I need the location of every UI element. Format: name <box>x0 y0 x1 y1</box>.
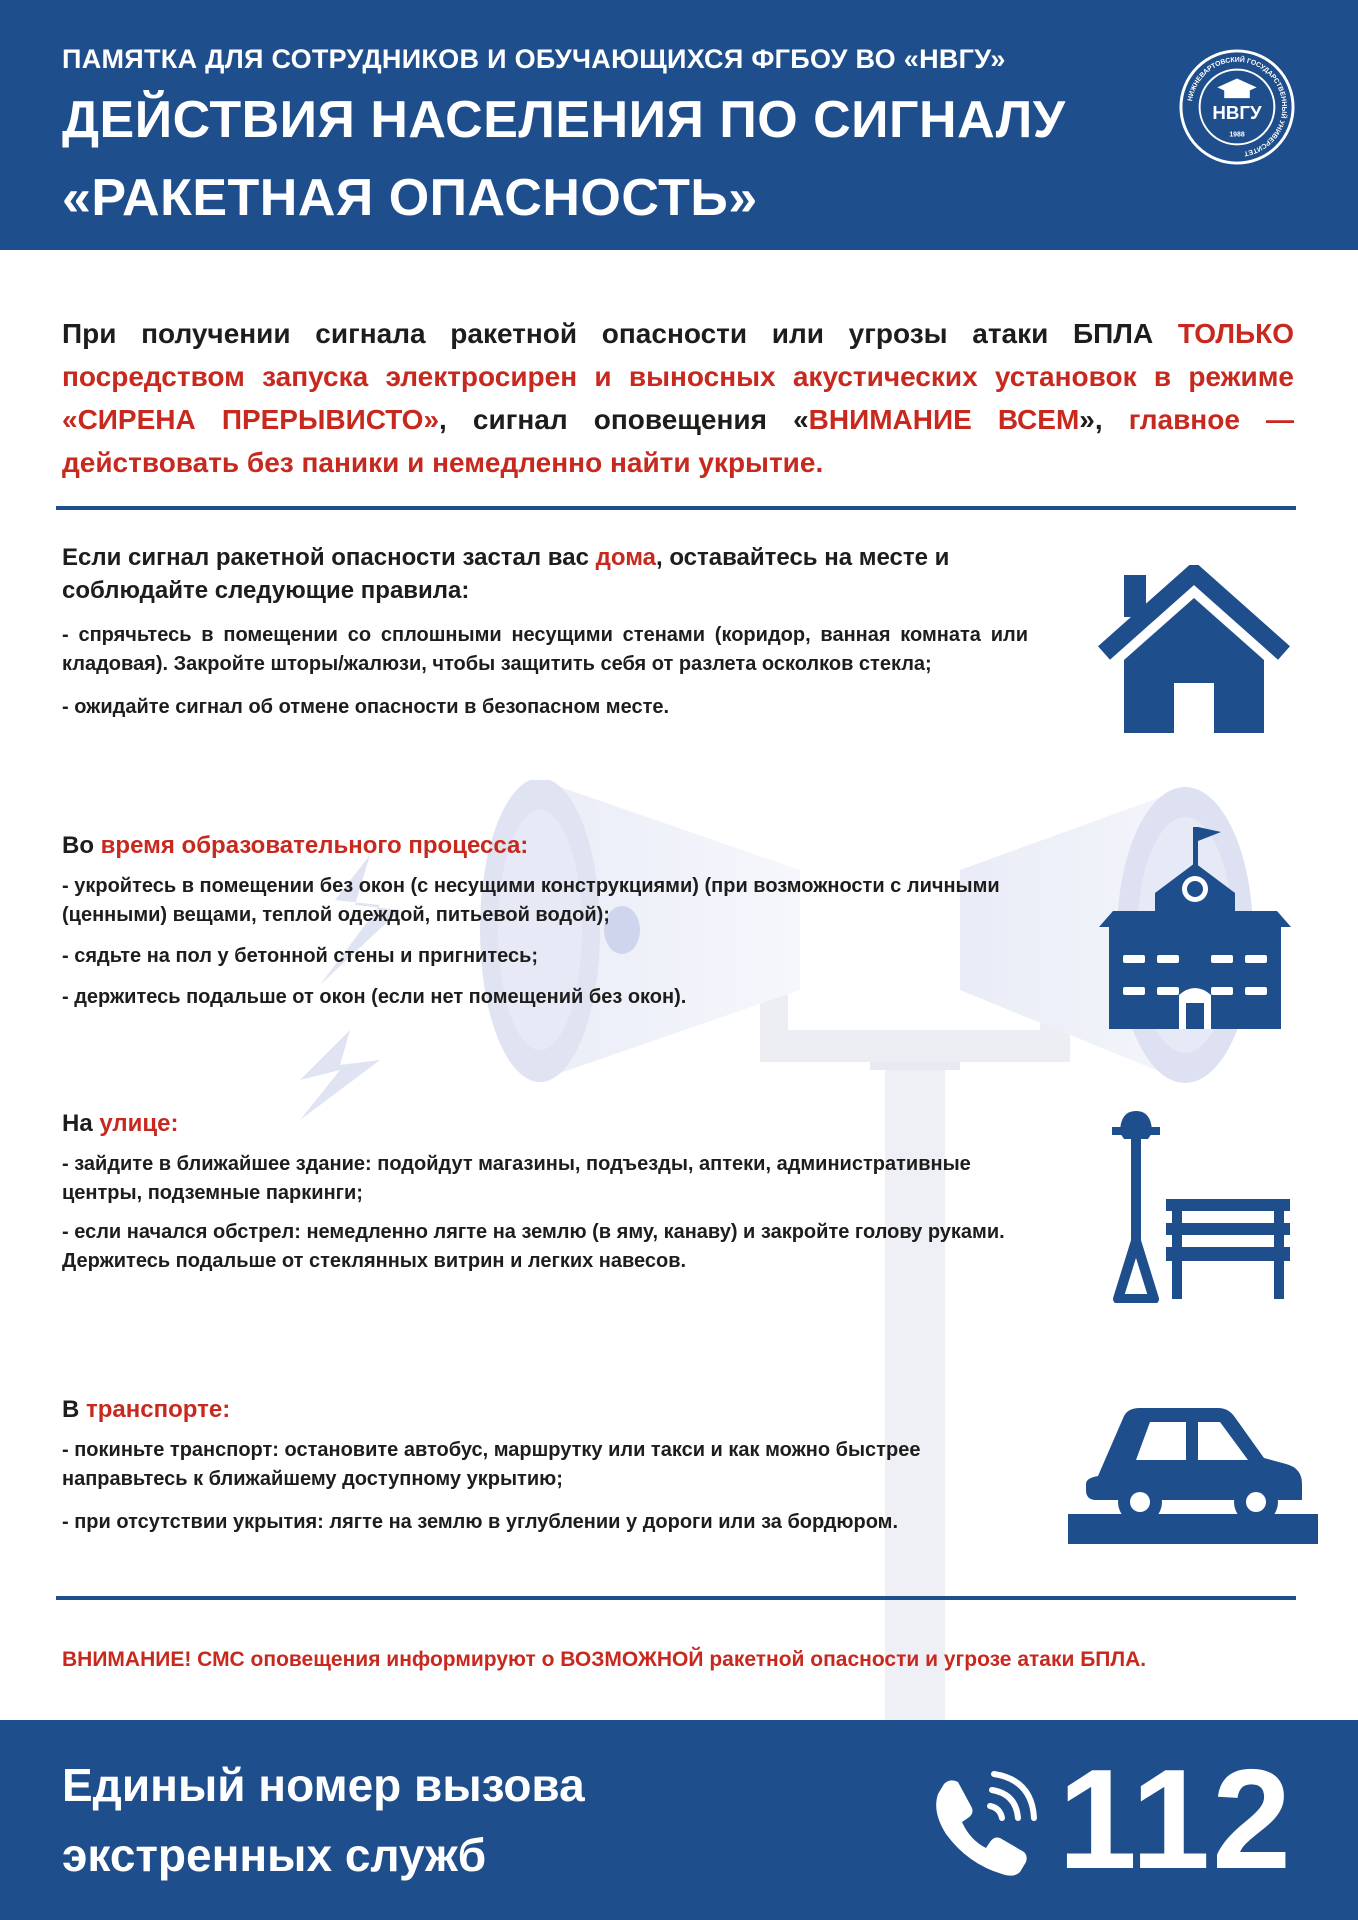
section-street-heading: На улице: <box>62 1110 179 1137</box>
page-title-line-1: ДЕЙСТВИЯ НАСЕЛЕНИЯ ПО СИГНАЛУ <box>62 91 1066 149</box>
list-item: - покиньте транспорт: остановите автобус, маршрутку или такси и как можно быстрее направьтесь к ближайшему доступному укрытию; <box>62 1439 921 1490</box>
list-item: - сядьте на пол у бетонной стены и пригнитесь; <box>62 945 539 967</box>
page-title-line-2: «РАКЕТНАЯ ОПАСНОСТЬ» <box>62 169 758 227</box>
house-icon <box>1094 565 1294 735</box>
university-logo <box>1178 48 1296 166</box>
section-education <box>62 829 1002 1012</box>
list-item: - ожидайте сигнал об отмене опасности в безопасном месте. <box>62 696 670 718</box>
emergency-label-line-1: Единый номер вызова <box>62 1759 585 1811</box>
divider-top <box>56 506 1296 510</box>
header-eyebrow: ПАМЯТКА ДЛЯ СОТРУДНИКОВ И ОБУЧАЮЩИХСЯ ФГБОУ ВО «НВГУ» <box>62 44 1006 74</box>
list-item: - зайдите в ближайшее здание: подойдут магазины, подъезды, аптеки, административные центры, подземные паркинги; <box>62 1153 971 1204</box>
section-education-heading: Во время образовательного процесса: <box>62 832 529 859</box>
street-lamp-bench-icon <box>1094 1103 1294 1303</box>
section-home <box>62 541 1028 722</box>
list-item: - если начался обстрел: немедленно лягте на землю (в яму, канаву) и закройте голову руками. Держитесь подальше от стеклянных витрин и легких навесов. <box>62 1221 1005 1272</box>
list-item: - держитесь подальше от окон (если нет помещений без окон). <box>62 986 687 1008</box>
section-transport-heading: В транспорте: <box>62 1396 231 1423</box>
section-transport <box>62 1393 1022 1537</box>
section-home-heading: Если сигнал ракетной опасности застал вас дома, оставайтесь на месте и соблюдайте следующие правила: <box>62 544 950 604</box>
phone-icon <box>928 1768 1038 1878</box>
svg-text:НИЖНЕВАРТОВСКИЙ ГОСУДАРСТВЕННЫ: НИЖНЕВАРТОВСКИЙ ГОСУДАРСТВЕННЫЙ УНИВЕРСИТЕТ <box>1187 56 1288 157</box>
header-band <box>0 0 1358 250</box>
list-item: - спрячьтесь в помещении со сплошными несущими стенами (коридор, ванная комната или кладовая). Закройте шторы/жалюзи, чтобы защитить себя от разлета осколков стекла; <box>62 624 1028 675</box>
emergency-number: 112 <box>1058 1740 1294 1899</box>
car-icon <box>1068 1398 1318 1544</box>
emergency-label-line-2: экстренных служб <box>62 1829 487 1881</box>
section-street <box>62 1107 1022 1276</box>
logo-year: 1988 <box>1229 131 1245 139</box>
attention-notice: ВНИМАНИЕ! СМС оповещения информируют о ВОЗМОЖНОЙ ракетной опасности и угрозе атаки БПЛА. <box>62 1648 1147 1671</box>
footer-band <box>0 1720 1358 1920</box>
list-item: - укройтесь в помещении без окон (с несущими конструкциями) (при возможности с личными (ценными) вещами, теплой одеждой, питьевой водой); <box>62 875 1000 926</box>
list-item: - при отсутствии укрытия: лягте на землю в углублении у дороги или за бордюром. <box>62 1511 899 1533</box>
logo-abbr: НВГУ <box>1212 101 1262 123</box>
school-icon <box>1097 823 1293 1033</box>
divider-bottom <box>56 1596 1296 1600</box>
intro-paragraph: При получении сигнала ракетной опасности или угрозы атаки БПЛА ТОЛЬКО посредством запуска электросирен и выносных акустических установок в режиме «СИРЕНА ПРЕРЫВИСТО», сигнал оповещения «ВНИМАНИЕ ВСЕМ», главное — действовать без паники и немедленно найти укрытие. <box>62 318 1295 478</box>
